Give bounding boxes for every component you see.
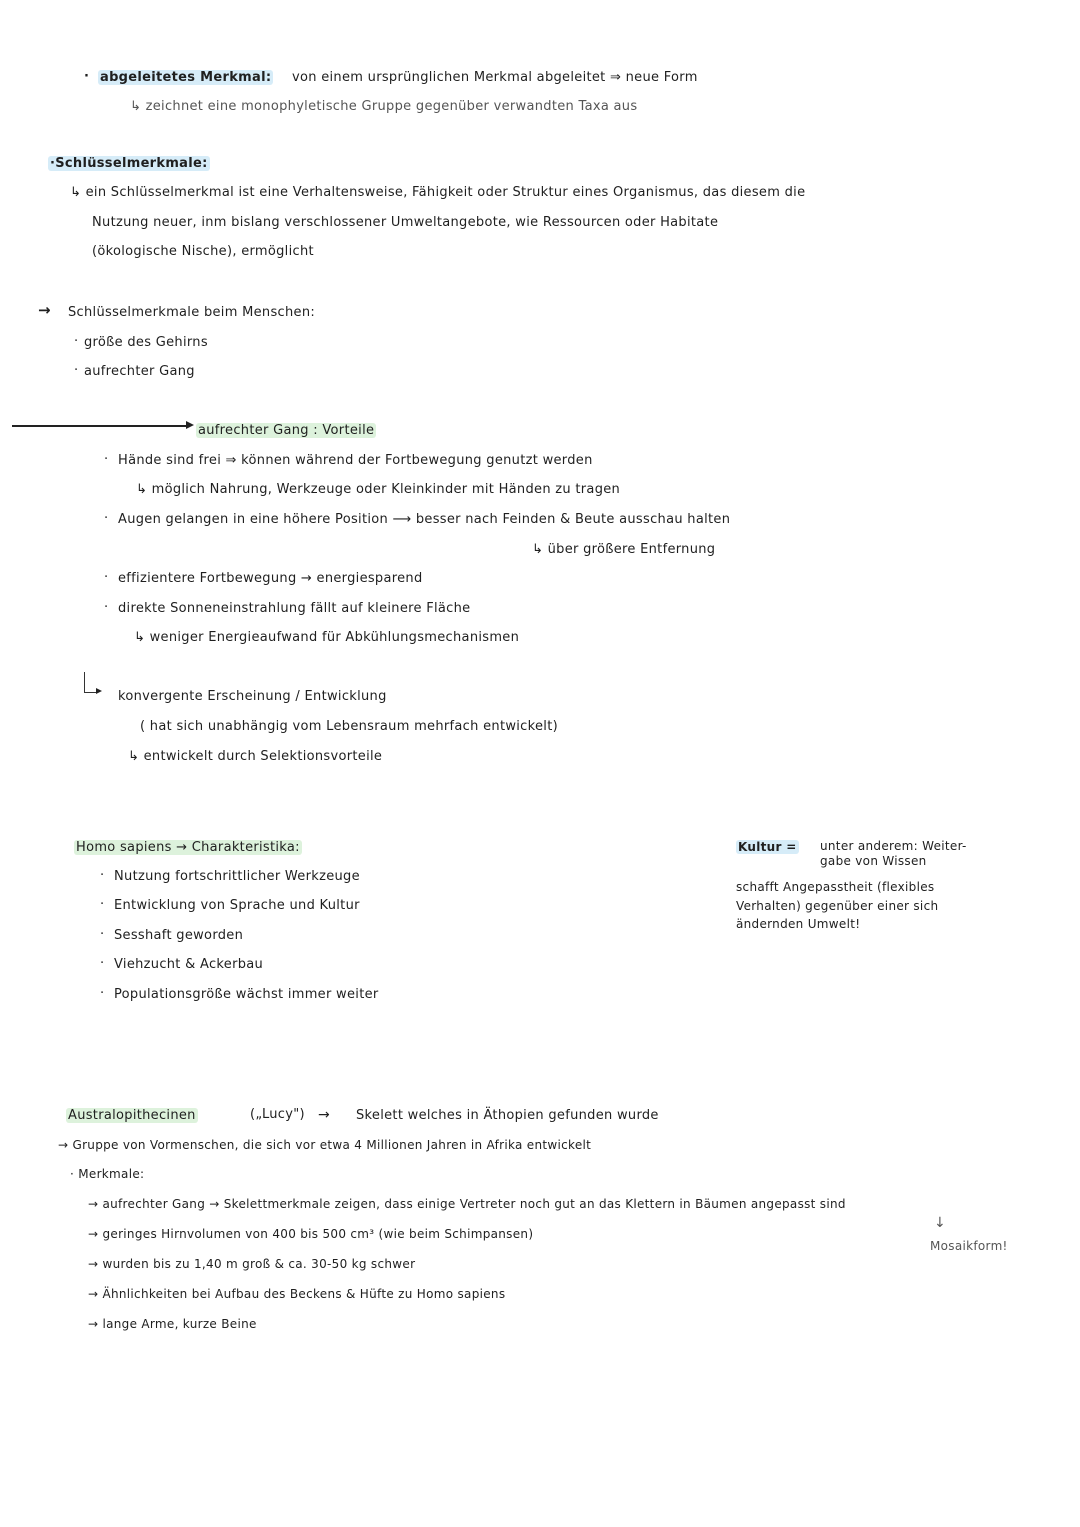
- lucy-label: („Lucy"): [250, 1107, 305, 1122]
- vorteil-1: Hände sind frei ⇒ können während der Fortbewegung genutzt werden: [118, 453, 593, 468]
- arrow-icon: →: [318, 1107, 331, 1123]
- schluessel-line-3: (ökologische Nische), ermöglicht: [92, 244, 314, 259]
- vorteil-2: Augen gelangen in eine höhere Position ⟶ besser nach Feinden & Beute ausschau halten: [118, 512, 731, 527]
- list-item: → aufrechter Gang → Skelettmerkmale zeigen, dass einige Vertreter noch gut an das Klettern in Bäumen angepasst sind: [88, 1197, 846, 1211]
- long-arrow-head: [186, 421, 194, 429]
- vorteil-3: effizientere Fortbewegung → energiesparend: [118, 571, 423, 586]
- bullet: ·: [104, 600, 109, 615]
- definition-abgeleitet: von einem ursprünglichen Merkmal abgeleitet ⇒ neue Form: [292, 70, 698, 85]
- down-arrow-icon: ↓: [934, 1215, 947, 1231]
- bullet: ·: [104, 511, 109, 526]
- list-item: Populationsgröße wächst immer weiter: [114, 987, 379, 1002]
- konvergent: konvergente Erscheinung / Entwicklung: [118, 689, 387, 704]
- heading-sapiens: Homo sapiens → Charakteristika:: [76, 840, 300, 855]
- kultur-line-1: schafft Angepasstheit (flexibles: [736, 880, 935, 894]
- bullet: ·: [74, 334, 79, 349]
- list-item: Viehzucht & Ackerbau: [114, 957, 264, 972]
- bullet: ·: [100, 986, 105, 1001]
- mosaik-note: Mosaikform!: [930, 1239, 1008, 1253]
- vorteil-2-sub: ↳ über größere Entfernung: [532, 542, 716, 557]
- bullet: ·: [100, 868, 105, 883]
- kultur-line-2: Verhalten) gegenüber einer sich: [736, 899, 939, 913]
- heading-schluesselmerkmale: ·Schlüsselmerkmale:: [50, 156, 208, 171]
- term-abgeleitet: abgeleitetes Merkmal:: [100, 70, 272, 85]
- heading-gang: aufrechter Gang : Vorteile: [198, 423, 375, 438]
- list-item: → wurden bis zu 1,40 m groß & ca. 30-50 kg schwer: [88, 1257, 416, 1271]
- kultur-def-2: gabe von Wissen: [820, 854, 927, 868]
- bullet: ·: [100, 956, 105, 971]
- vorteil-1-sub: ↳ möglich Nahrung, Werkzeuge oder Kleinkinder mit Händen zu tragen: [136, 482, 621, 497]
- list-item: Sesshaft geworden: [114, 928, 244, 943]
- list-item: größe des Gehirns: [84, 335, 208, 350]
- schluessel-line-2: Nutzung neuer, inm bislang verschlossener Umweltangebote, wie Ressourcen oder Habitate: [92, 215, 719, 230]
- schluessel-line-1: ↳ ein Schlüsselmerkmal ist eine Verhaltensweise, Fähigkeit oder Struktur eines Organismus, das diesem die: [70, 185, 806, 200]
- list-item: Nutzung fortschrittlicher Werkzeuge: [114, 869, 360, 884]
- lucy-description: Skelett welches in Äthopien gefunden wurde: [356, 1108, 659, 1123]
- list-item: → lange Arme, kurze Beine: [88, 1317, 257, 1331]
- arrow-icon: →: [38, 301, 51, 319]
- sub-abgeleitet: ↳ zeichnet eine monophyletische Gruppe gegenüber verwandten Taxa aus: [130, 99, 638, 114]
- konvergent-sub: ↳ entwickelt durch Selektionsvorteile: [128, 749, 383, 764]
- long-arrow-line: [12, 425, 188, 427]
- heading-mensch: Schlüsselmerkmale beim Menschen:: [68, 305, 316, 320]
- bullet: ·: [74, 363, 79, 378]
- bullet: ·: [104, 452, 109, 467]
- austra-definition: → Gruppe von Vormenschen, die sich vor etwa 4 Millionen Jahren in Afrika entwickelt: [58, 1138, 592, 1152]
- list-item: Entwicklung von Sprache und Kultur: [114, 898, 360, 913]
- bullet: ·: [104, 570, 109, 585]
- kultur-term: Kultur =: [738, 840, 797, 854]
- kultur-def-1: unter anderem: Weiter-: [820, 839, 967, 853]
- corner-arrow-head: [96, 688, 102, 694]
- list-item: → Ähnlichkeiten bei Aufbau des Beckens & Hüfte zu Homo sapiens: [88, 1287, 506, 1301]
- vorteil-4: direkte Sonneneinstrahlung fällt auf kleinere Fläche: [118, 601, 471, 616]
- bullet: ·: [84, 69, 90, 84]
- list-item: → geringes Hirnvolumen von 400 bis 500 cm³ (wie beim Schimpansen): [88, 1227, 534, 1241]
- vorteil-4-sub: ↳ weniger Energieaufwand für Abkühlungsmechanismen: [134, 630, 520, 645]
- bullet: ·: [100, 927, 105, 942]
- merkmale-label: · Merkmale:: [70, 1167, 145, 1181]
- konvergent-note: ( hat sich unabhängig vom Lebensraum mehrfach entwickelt): [140, 719, 558, 734]
- list-item: aufrechter Gang: [84, 364, 195, 379]
- kultur-line-3: ändernden Umwelt!: [736, 917, 861, 931]
- bullet: ·: [100, 897, 105, 912]
- heading-australopithecinen: Australopithecinen: [68, 1108, 196, 1123]
